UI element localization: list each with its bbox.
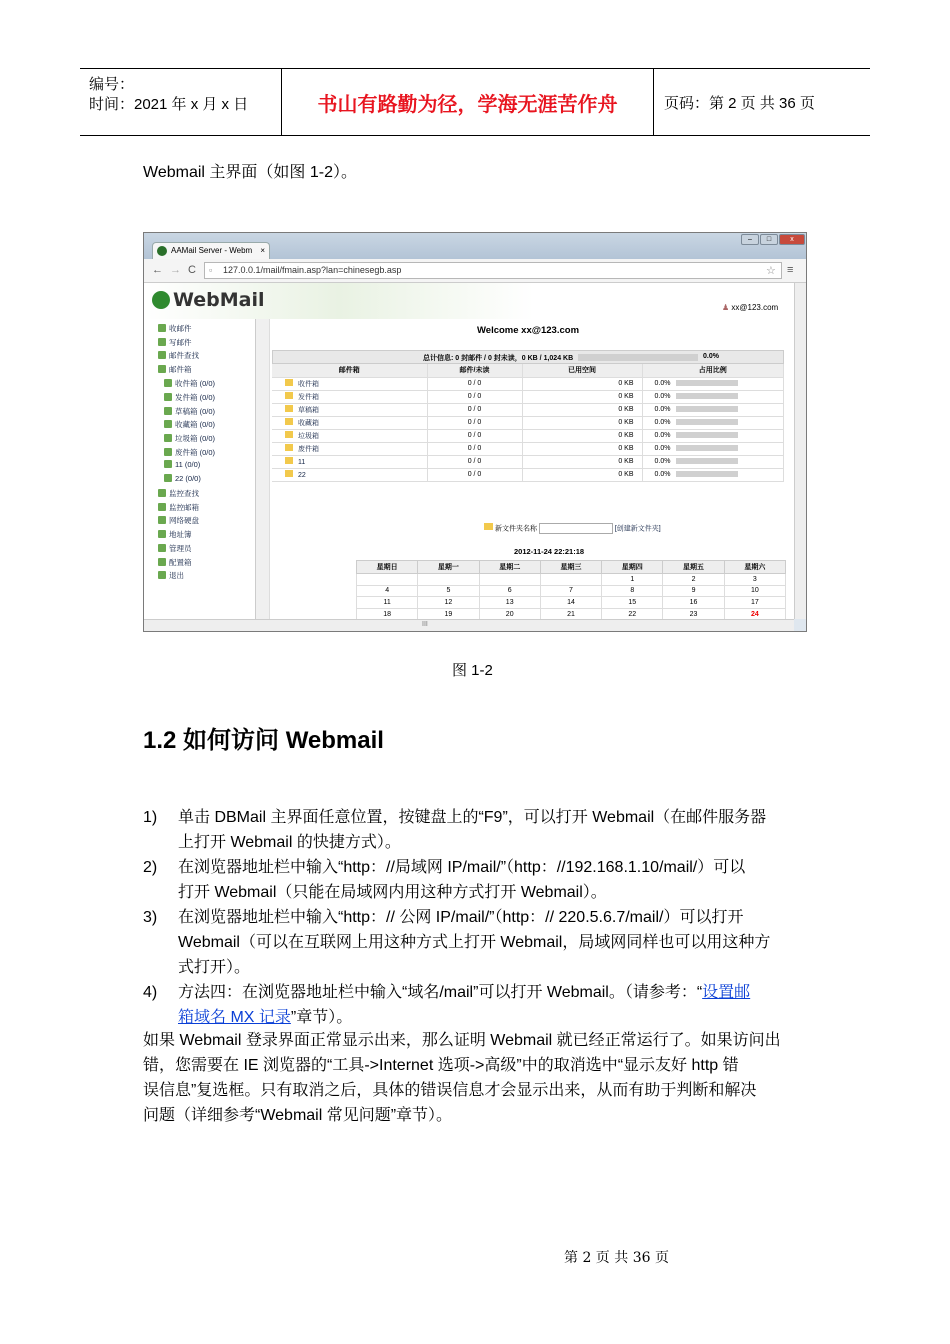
sidebar-item-label: 草稿箱 (0/0) [175, 407, 216, 416]
sidebar-item[interactable] [164, 460, 200, 469]
mail-table-header: 已用空间 [522, 364, 642, 377]
sidebar-item[interactable] [158, 570, 184, 581]
table-row [272, 442, 784, 455]
sidebar-item[interactable] [164, 433, 215, 444]
welcome-text: Welcome xx@123.com [476, 325, 580, 336]
sidebar-item-icon [164, 393, 172, 401]
sidebar-item[interactable] [158, 488, 199, 499]
table-row [272, 390, 784, 403]
minimize-icon[interactable]: – [741, 234, 759, 245]
calendar-day[interactable]: 2 [663, 574, 724, 586]
table-row [272, 416, 784, 429]
menu-icon[interactable]: ≡ [787, 264, 794, 276]
usage-bar [676, 419, 738, 425]
calendar-day[interactable]: 9 [663, 585, 724, 597]
sidebar-item-label: 22 (0/0) [175, 474, 201, 483]
calendar-day [418, 574, 479, 586]
figure-caption: 图 1-2 [452, 662, 493, 679]
sidebar-item-label: 发件箱 (0/0) [175, 393, 216, 402]
webmail-logo: WebMail [152, 289, 265, 311]
mail-cell: 0 / 0 [427, 468, 522, 481]
tab-close-icon[interactable]: × [260, 246, 265, 255]
serial-label: 编号： [89, 76, 135, 93]
mail-cell: 0 KB [522, 455, 642, 468]
mail-table-header: 邮件/未读 [427, 364, 522, 377]
sidebar-item-icon [158, 489, 166, 497]
calendar-day[interactable]: 8 [602, 585, 663, 597]
sidebar-item[interactable] [158, 515, 199, 526]
calendar-week [357, 597, 786, 609]
sidebar-item-icon [164, 434, 172, 442]
sidebar-item-icon [158, 571, 166, 579]
calendar-weekday: 星期四 [602, 561, 663, 574]
mail-cell: 0.0% [642, 429, 784, 442]
sidebar-item-icon [158, 351, 166, 359]
summary-usage-bar [578, 354, 698, 361]
sidebar-item-icon [158, 503, 166, 511]
sidebar-item-label: 网络硬盘 [169, 516, 199, 525]
mail-cell: 0 / 0 [427, 416, 522, 429]
sidebar-item[interactable] [164, 474, 201, 483]
sidebar-item-label: 收件箱 (0/0) [175, 379, 216, 388]
aamail-icon [157, 246, 167, 256]
header-meta [80, 69, 282, 136]
sidebar-item[interactable] [158, 502, 199, 513]
usage-bar [676, 458, 738, 464]
calendar-day[interactable]: 21 [540, 608, 601, 620]
calendar-day[interactable]: 12 [418, 597, 479, 609]
calendar-day[interactable]: 6 [479, 585, 540, 597]
sidebar-item-icon [158, 365, 166, 373]
table-row [272, 455, 784, 468]
calendar-day[interactable]: 17 [724, 597, 785, 609]
summary-percent: 0.0% [703, 353, 719, 360]
vertical-scrollbar[interactable] [794, 283, 807, 619]
calendar-day[interactable]: 20 [479, 608, 540, 620]
sidebar-item-icon [158, 338, 166, 346]
summary-bar [272, 350, 784, 364]
mailbox-link[interactable]: 草稿箱 [272, 403, 427, 416]
sidebar-item-label: 邮件查找 [169, 351, 199, 360]
forward-icon[interactable]: → [170, 264, 181, 276]
mail-cell: 0 / 0 [427, 429, 522, 442]
logo-icon [152, 291, 170, 309]
sidebar-item[interactable] [164, 406, 215, 417]
table-row [272, 377, 784, 390]
sidebar-item[interactable] [158, 364, 192, 375]
header-motto: 书山有路勤为径，学海无涯苦作舟 [282, 69, 654, 136]
header-page-info: 页码：第 2 页 共 36 页 [664, 95, 815, 112]
calendar-day[interactable]: 24 [724, 608, 785, 620]
calendar-day[interactable]: 14 [540, 597, 601, 609]
mail-table-header: 邮件箱 [272, 364, 427, 377]
sidebar-item-icon [158, 324, 166, 332]
usage-bar [676, 393, 738, 399]
calendar-day[interactable]: 11 [357, 597, 418, 609]
close-window-icon[interactable]: x [779, 234, 805, 245]
mail-cell: 0 KB [522, 390, 642, 403]
document-header [80, 68, 870, 136]
maximize-icon[interactable]: □ [760, 234, 778, 245]
usage-bar [676, 406, 738, 412]
mail-cell: 0 KB [522, 416, 642, 429]
calendar-weekday: 星期三 [540, 561, 601, 574]
mailbox-table [272, 364, 784, 482]
user-info[interactable]: ♟ xx@123.com [722, 303, 779, 312]
back-icon[interactable]: ← [152, 264, 163, 276]
sidebar-item-icon [164, 420, 172, 428]
folder-icon [484, 523, 493, 530]
mail-cell: 0.0% [642, 377, 784, 390]
sidebar-item-label: 11 (0/0) [175, 460, 201, 469]
mail-cell: 0.0% [642, 390, 784, 403]
sidebar-item-label: 监控邮箱 [169, 503, 199, 512]
mail-cell: 0 / 0 [427, 455, 522, 468]
sidebar-item-label: 管理员 [169, 544, 192, 553]
calendar-day[interactable]: 4 [357, 585, 418, 597]
sidebar-item[interactable] [158, 350, 199, 361]
calendar-week [357, 574, 786, 586]
sidebar-item-label: 收藏箱 (0/0) [175, 420, 216, 429]
webmail-sidebar [144, 319, 256, 619]
new-folder-label: 新文件夹名称 [494, 525, 537, 533]
page-footer: 第 2 页 共 36 页 [564, 1250, 669, 1266]
sidebar-item-label: 退出 [169, 571, 184, 580]
sidebar-item-icon [164, 460, 172, 468]
sidebar-item-label: 邮件箱 [169, 365, 192, 374]
mailbox-link[interactable]: 收件箱 [272, 377, 427, 390]
sidebar-item-icon [158, 544, 166, 552]
browser-tab[interactable] [152, 242, 270, 259]
usage-bar [676, 432, 738, 438]
mail-cell: 0.0% [642, 455, 784, 468]
sidebar-item-label: 监控查找 [169, 489, 199, 498]
url-field[interactable] [204, 262, 782, 279]
usage-bar [676, 380, 738, 386]
create-folder-button[interactable]: [创建新文件夹] [614, 525, 661, 533]
calendar-day [357, 574, 418, 586]
sidebar-item-icon [164, 474, 172, 482]
sidebar-item-label: 收邮件 [169, 324, 192, 333]
sidebar-item-icon [158, 516, 166, 524]
calendar-weekday: 星期五 [663, 561, 724, 574]
calendar-day[interactable]: 22 [602, 608, 663, 620]
mailbox-link[interactable]: 22 [272, 468, 427, 481]
mail-cell: 0.0% [642, 468, 784, 481]
sidebar-splitter[interactable] [256, 319, 270, 619]
sidebar-item[interactable] [158, 323, 192, 334]
sidebar-item-label: 写邮件 [169, 338, 192, 347]
mail-cell: 0.0% [642, 442, 784, 455]
section-title: 1.2 如何访问 Webmail [143, 727, 384, 754]
usage-bar [676, 445, 738, 451]
mx-record-link-cont[interactable]: 箱域名 MX 记录 [178, 1009, 291, 1026]
webmail-screenshot [143, 232, 807, 632]
sidebar-item-label: 地址簿 [169, 530, 192, 539]
sidebar-item[interactable] [164, 392, 215, 403]
sidebar-item[interactable] [158, 337, 192, 348]
usage-bar [676, 471, 738, 477]
webmail-page [144, 283, 794, 619]
mail-table-header: 占用比例 [642, 364, 784, 377]
mailbox-link[interactable]: 发件箱 [272, 390, 427, 403]
sidebar-item-label: 配置箱 [169, 558, 192, 567]
calendar-day [479, 574, 540, 586]
mail-cell: 0 / 0 [427, 442, 522, 455]
tab-title: AAMail Server - Webm [171, 246, 253, 255]
star-icon[interactable]: ☆ [766, 265, 776, 277]
sidebar-item-icon [164, 379, 172, 387]
mail-cell: 0 / 0 [427, 377, 522, 390]
mail-cell: 0 KB [522, 403, 642, 416]
page-icon: ▫ [209, 265, 213, 275]
calendar-day[interactable]: 19 [418, 608, 479, 620]
sidebar-item[interactable] [164, 378, 215, 389]
calendar-weekday: 星期一 [418, 561, 479, 574]
reload-icon[interactable]: C [188, 264, 196, 276]
sidebar-item[interactable] [164, 419, 215, 430]
calendar-day[interactable]: 18 [357, 608, 418, 620]
mx-record-link[interactable]: 设置邮 [702, 984, 751, 1001]
sidebar-item-icon [164, 407, 172, 415]
sidebar-item[interactable] [158, 529, 192, 540]
calendar-week [357, 585, 786, 597]
mailbox-link[interactable]: 收藏箱 [272, 416, 427, 429]
browser-tabbar [144, 233, 807, 259]
sidebar-item[interactable] [158, 543, 192, 554]
webmail-banner [144, 283, 794, 319]
scroll-grip: III [422, 621, 428, 628]
sidebar-item-icon [158, 558, 166, 566]
mail-cell: 0 / 0 [427, 403, 522, 416]
sidebar-item[interactable] [164, 447, 215, 458]
mail-cell: 0 KB [522, 468, 642, 481]
sidebar-item-icon [158, 530, 166, 538]
mailbox-link[interactable]: 废件箱 [272, 442, 427, 455]
sidebar-item-label: 垃圾箱 (0/0) [175, 434, 216, 443]
new-folder-row [484, 523, 661, 534]
summary-text: 总计信息: 0 封邮件 / 0 封未读，0 KB / 1,024 KB [423, 355, 574, 362]
calendar-day[interactable]: 3 [724, 574, 785, 586]
calendar-datetime: 2012-11-24 22:21:18 [514, 547, 585, 556]
sidebar-item-label: 废件箱 (0/0) [175, 448, 216, 457]
date-label: 时间：2021 年 x 月 x 日 [89, 96, 249, 113]
closing-paragraph: 如果 Webmail 登录界面正常显示出来，那么证明 Webmail 就已经正常运行了。如果访问出 错，您需要在 IE 浏览器的“工具->Internet 选项->高级”中的取消选中“显示友好 http 错 误信息”复选框。只有取消之后，具体的错误信息才会显示出来，从而有助于判断和解决 问题（详细参考“Webmail 常见问题”章节）。 [143, 1032, 781, 1124]
new-folder-input[interactable] [539, 523, 613, 534]
calendar-day[interactable]: 15 [602, 597, 663, 609]
horizontal-scrollbar[interactable] [144, 619, 794, 632]
table-row [272, 403, 784, 416]
sidebar-item[interactable] [158, 557, 192, 568]
calendar-day[interactable]: 13 [479, 597, 540, 609]
calendar-weekday: 星期日 [357, 561, 418, 574]
mail-cell: 0 / 0 [427, 390, 522, 403]
url-text: 127.0.0.1/mail/fmain.asp?lan=chinesegb.asp [223, 265, 402, 275]
mailbox-link[interactable]: 11 [272, 455, 427, 468]
mailbox-link[interactable]: 垃圾箱 [272, 429, 427, 442]
mail-cell: 0 KB [522, 377, 642, 390]
calendar-weekday: 星期二 [479, 561, 540, 574]
calendar-weekday: 星期六 [724, 561, 785, 574]
calendar-day[interactable]: 16 [663, 597, 724, 609]
user-icon: ♟ [722, 303, 730, 312]
calendar-day[interactable]: 23 [663, 608, 724, 620]
address-bar [144, 259, 807, 283]
mail-cell: 0 KB [522, 442, 642, 455]
calendar-day[interactable]: 5 [418, 585, 479, 597]
calendar-day[interactable]: 10 [724, 585, 785, 597]
calendar-day [540, 574, 601, 586]
table-row [272, 429, 784, 442]
calendar-day[interactable]: 7 [540, 585, 601, 597]
table-row [272, 468, 784, 481]
mail-cell: 0 KB [522, 429, 642, 442]
intro-text: Webmail 主界面（如图 1-2）。 [143, 164, 357, 181]
calendar-day[interactable]: 1 [602, 574, 663, 586]
mail-cell: 0.0% [642, 416, 784, 429]
mail-cell: 0.0% [642, 403, 784, 416]
sidebar-item-icon [164, 448, 172, 456]
